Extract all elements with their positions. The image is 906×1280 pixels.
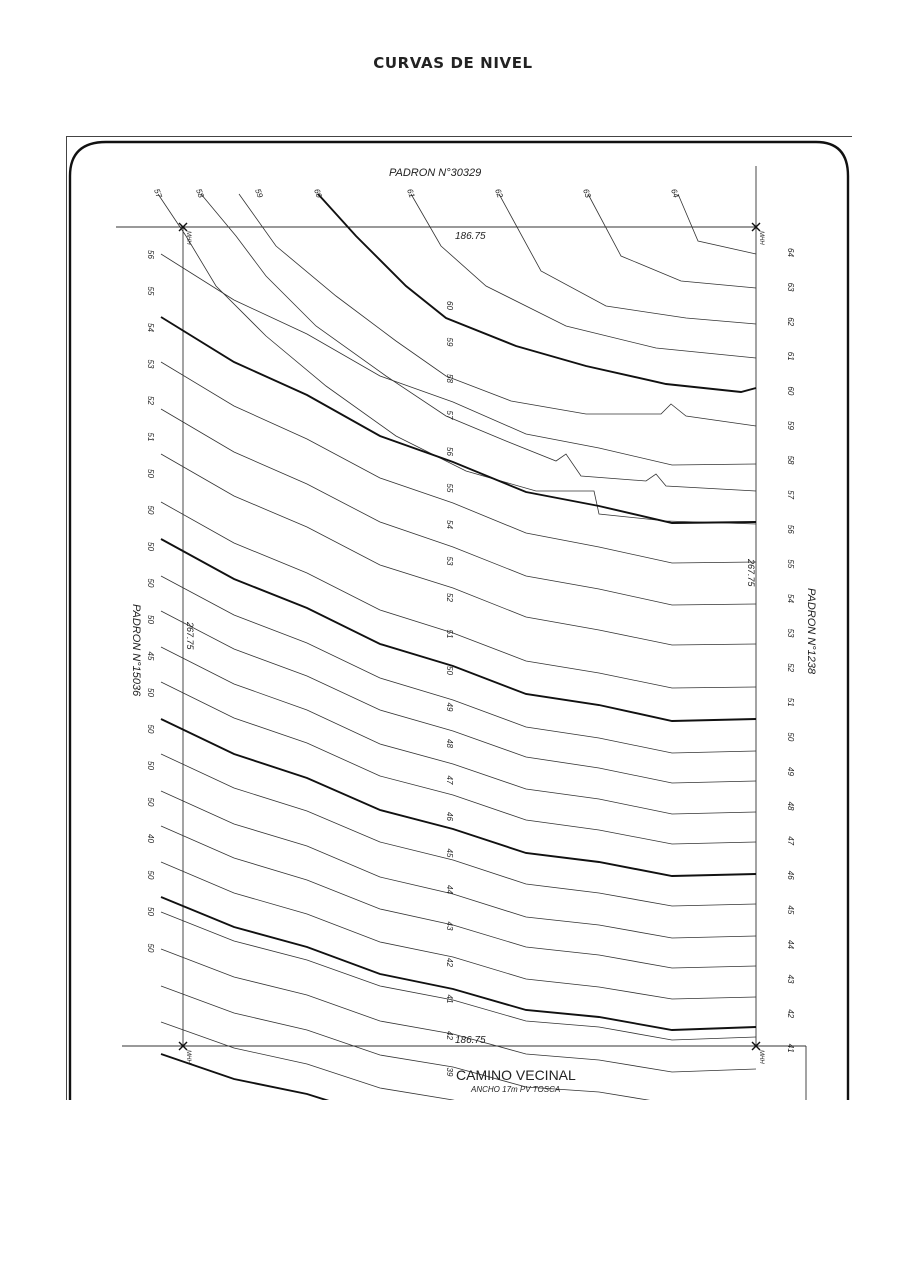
contour-line: [161, 362, 756, 563]
corner-marker: [752, 1042, 764, 1064]
contour-label: 51: [445, 629, 454, 639]
contour-label: 50: [146, 469, 155, 478]
contour-label: 42: [445, 1031, 454, 1040]
contour-label: 58: [194, 187, 206, 200]
contour-line: [161, 254, 756, 465]
contour-label: 51: [146, 432, 155, 442]
dim-top-label: 186.75: [455, 231, 486, 242]
contour-label: 53: [445, 556, 454, 566]
contour-label: 50: [786, 732, 795, 742]
contour-line: [161, 576, 756, 753]
contour-label: 48: [786, 801, 795, 811]
contour-label: 41: [445, 994, 454, 1004]
contour-line: [161, 539, 756, 721]
contour-label: 51: [786, 697, 795, 707]
contour-label: 48: [445, 739, 454, 748]
dim-bottom-label: 186.75: [455, 1035, 486, 1046]
contour-label: 57: [152, 187, 164, 200]
contour-label: 62: [786, 317, 795, 327]
contour-label: 61: [405, 187, 417, 200]
contour-label: 63: [581, 187, 593, 200]
padron-top-label: PADRON N°30329: [389, 167, 482, 179]
contour-label: 50: [146, 797, 155, 807]
contour-line: [158, 194, 756, 524]
marker-label: MHH: [185, 231, 191, 245]
dim-right-label: 267.75: [746, 559, 756, 587]
contour-label: 57: [445, 410, 454, 420]
contour-line: [161, 719, 756, 876]
contour-label: 43: [786, 974, 795, 984]
contour-label: 59: [786, 421, 795, 430]
contour-label: 50: [146, 615, 155, 624]
road-detail-label: ANCHO 17m PV TOSCA: [471, 1085, 561, 1094]
dim-left-label: 267.75: [185, 622, 195, 650]
topographic-plan: [66, 136, 852, 1100]
contour-label: 59: [253, 187, 265, 200]
contour-label: 61: [786, 351, 795, 361]
contour-label: 43: [445, 921, 454, 931]
contour-label: 54: [146, 323, 155, 332]
contour-line: [239, 194, 756, 426]
padron-right-label: PADRON N°1238: [805, 588, 817, 675]
contour-label: 60: [786, 386, 795, 396]
contour-line: [161, 317, 756, 523]
contour-label: 50: [146, 578, 155, 588]
contour-label: 50: [146, 907, 155, 916]
contour-label: 49: [786, 767, 795, 776]
contour-label: 52: [146, 396, 155, 405]
contour-label: 56: [445, 447, 454, 456]
contour-label: 62: [493, 187, 505, 200]
contour-line: [411, 194, 756, 358]
contour-label: 50: [146, 870, 155, 880]
contour-label: 56: [146, 250, 155, 259]
contour-label: 50: [146, 505, 155, 515]
contour-label: 44: [445, 885, 454, 894]
contour-label: 53: [146, 359, 155, 369]
contour-label: 55: [445, 483, 454, 493]
contour-line: [161, 611, 756, 783]
contour-label: 46: [786, 870, 795, 880]
contour-label: 50: [146, 761, 155, 770]
contour-label: 60: [445, 301, 454, 310]
contour-label: 50: [146, 724, 155, 734]
contour-label: 44: [786, 940, 795, 949]
page-title: CURVAS DE NIVEL: [373, 54, 533, 72]
contour-line: [161, 409, 756, 605]
contour-label: 55: [786, 559, 795, 569]
contour-label: 63: [786, 282, 795, 292]
contour-label: 53: [786, 628, 795, 638]
marker-label: MHH: [758, 1050, 764, 1064]
contour-label: 54: [445, 520, 454, 529]
contour-label: 50: [445, 666, 454, 675]
contour-label: 52: [786, 663, 795, 673]
contour-label: 46: [445, 812, 454, 821]
contour-label: 50: [146, 943, 155, 953]
contour-label: 50: [146, 542, 155, 551]
contour-label: 42: [786, 1009, 795, 1019]
contour-label: 64: [786, 248, 795, 257]
corner-marker: [752, 223, 764, 245]
contour-label: 57: [786, 490, 795, 500]
contour-line: [161, 1022, 756, 1100]
contour-label: 54: [786, 594, 795, 603]
contour-label: 45: [146, 651, 155, 661]
marker-label: MHH: [758, 231, 764, 245]
contour-label: 58: [445, 374, 454, 383]
contour-label: 58: [786, 455, 795, 465]
contour-line: [161, 647, 756, 814]
contour-line: [588, 194, 756, 288]
contour-label: 60: [312, 187, 324, 200]
contour-line: [678, 194, 756, 254]
contour-label: 45: [445, 848, 454, 858]
contour-line: [161, 682, 756, 844]
contour-label: 47: [445, 775, 454, 785]
contour-label: 39: [445, 1067, 454, 1077]
contour-line: [161, 826, 756, 968]
contour-line: [161, 897, 756, 1030]
contour-label: 47: [786, 836, 795, 846]
contour-label: 59: [445, 337, 454, 347]
contour-label: 52: [445, 593, 454, 602]
contour-label: 45: [786, 905, 795, 915]
contour-label: 49: [445, 702, 454, 712]
contour-label: 64: [669, 187, 681, 200]
contour-line: [161, 502, 756, 688]
contour-label: 56: [786, 524, 795, 534]
contour-label: 42: [445, 958, 454, 967]
padron-left-label: PADRON N°15036: [130, 604, 142, 697]
contour-label: 55: [146, 286, 155, 296]
contour-label: 41: [786, 1043, 795, 1053]
marker-label: MHH: [185, 1050, 191, 1064]
road-name-label: CAMINO VECINAL: [456, 1067, 576, 1083]
contour-lines: [158, 194, 756, 1100]
contour-label: 50: [146, 688, 155, 697]
contour-label: 40: [146, 834, 155, 843]
